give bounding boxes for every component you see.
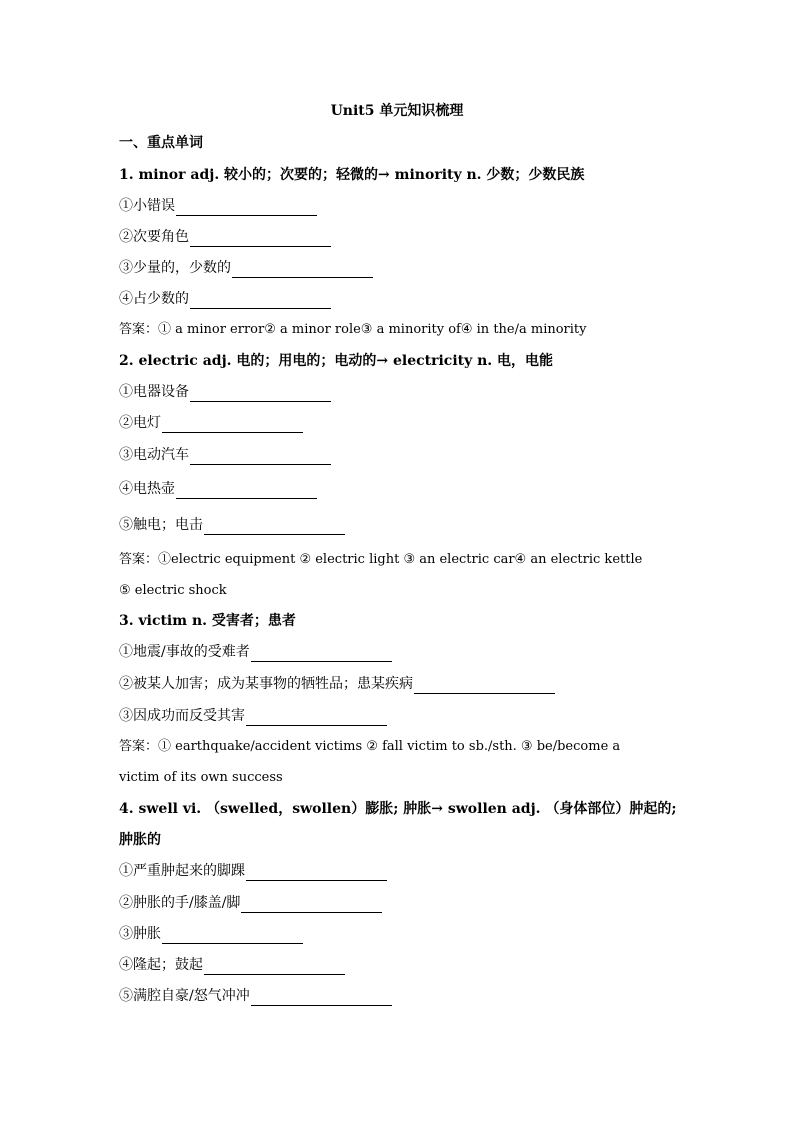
answer-blank[interactable] [246, 865, 387, 881]
answer-blank[interactable] [176, 483, 317, 499]
answer-blank[interactable] [232, 262, 373, 278]
answer-blank[interactable] [162, 928, 303, 944]
answer-blank[interactable] [414, 678, 555, 694]
item-3-heading: 3. victim n. 受害者；患者 [119, 613, 296, 629]
item-2-answer-cont: ⑤ electric shock [119, 583, 227, 598]
item-4-prompt-2: ②肿胀的手/膝盖/脚 [119, 893, 694, 913]
item-4-prompt-3: ③肿胀 [119, 924, 694, 944]
item-2-prompt-2: ②电灯 [119, 413, 694, 433]
answer-blank[interactable] [190, 449, 331, 465]
answer-blank[interactable] [190, 386, 331, 402]
page-title: Unit5 单元知识梳理 [330, 103, 464, 119]
answer-blank[interactable] [241, 897, 382, 913]
item-3-prompt-3: ③因成功而反受其害 [119, 706, 694, 726]
item-3-answer: 答案：① earthquake/accident victims ② fall victim to sb./sth. ③ be/become a [119, 739, 621, 754]
item-1-answer: 答案：① a minor error② a minor role③ a minority of④ in the/a minority [119, 322, 587, 337]
item-4-prompt-5: ⑤满腔自豪/怒气冲冲 [119, 986, 694, 1006]
answer-blank[interactable] [176, 200, 317, 216]
item-2-heading: 2. electric adj. 电的；用电的；电动的→ electricity n. 电，电能 [119, 353, 554, 369]
item-1-prompt-4: ④占少数的 [119, 289, 694, 309]
answer-blank[interactable] [204, 519, 345, 535]
item-1-heading: 1. minor adj. 较小的；次要的；轻微的→ minority n. 少数；少数民族 [119, 167, 585, 183]
answer-blank[interactable] [162, 417, 303, 433]
answer-blank[interactable] [190, 293, 331, 309]
item-2-prompt-3: ③电动汽车 [119, 445, 694, 465]
item-3-answer-cont: victim of its own success [119, 770, 283, 785]
answer-blank[interactable] [190, 231, 331, 247]
answer-blank[interactable] [251, 646, 392, 662]
answer-blank[interactable] [204, 959, 345, 975]
item-3-prompt-1: ①地震/事故的受难者 [119, 642, 694, 662]
answer-blank[interactable] [246, 710, 387, 726]
item-2-prompt-1: ①电器设备 [119, 382, 694, 402]
section-heading: 一、重点单词 [119, 135, 203, 151]
item-4-heading: 4. swell vi. （swelled，swollen）膨胀; 肿胀→ swollen adj. （身体部位）肿起的; [119, 801, 677, 817]
item-4-prompt-1: ①严重肿起来的脚踝 [119, 861, 694, 881]
item-1-prompt-3: ③少量的，少数的 [119, 258, 694, 278]
item-4-prompt-4: ④隆起；鼓起 [119, 955, 694, 975]
item-1-prompt-2: ②次要角色 [119, 227, 694, 247]
item-2-prompt-5: ⑤触电；电击 [119, 515, 694, 535]
item-2-prompt-4: ④电热壶 [119, 479, 694, 499]
item-1-prompt-1: ①小错误 [119, 196, 694, 216]
answer-blank[interactable] [251, 990, 392, 1006]
item-4-heading-cont: 肿胀的 [119, 832, 161, 848]
item-2-answer: 答案：①electric equipment ② electric light ③ an electric car④ an electric kettle [119, 552, 643, 567]
item-3-prompt-2: ②被某人加害；成为某事物的牺牲品；患某疾病 [119, 674, 694, 694]
